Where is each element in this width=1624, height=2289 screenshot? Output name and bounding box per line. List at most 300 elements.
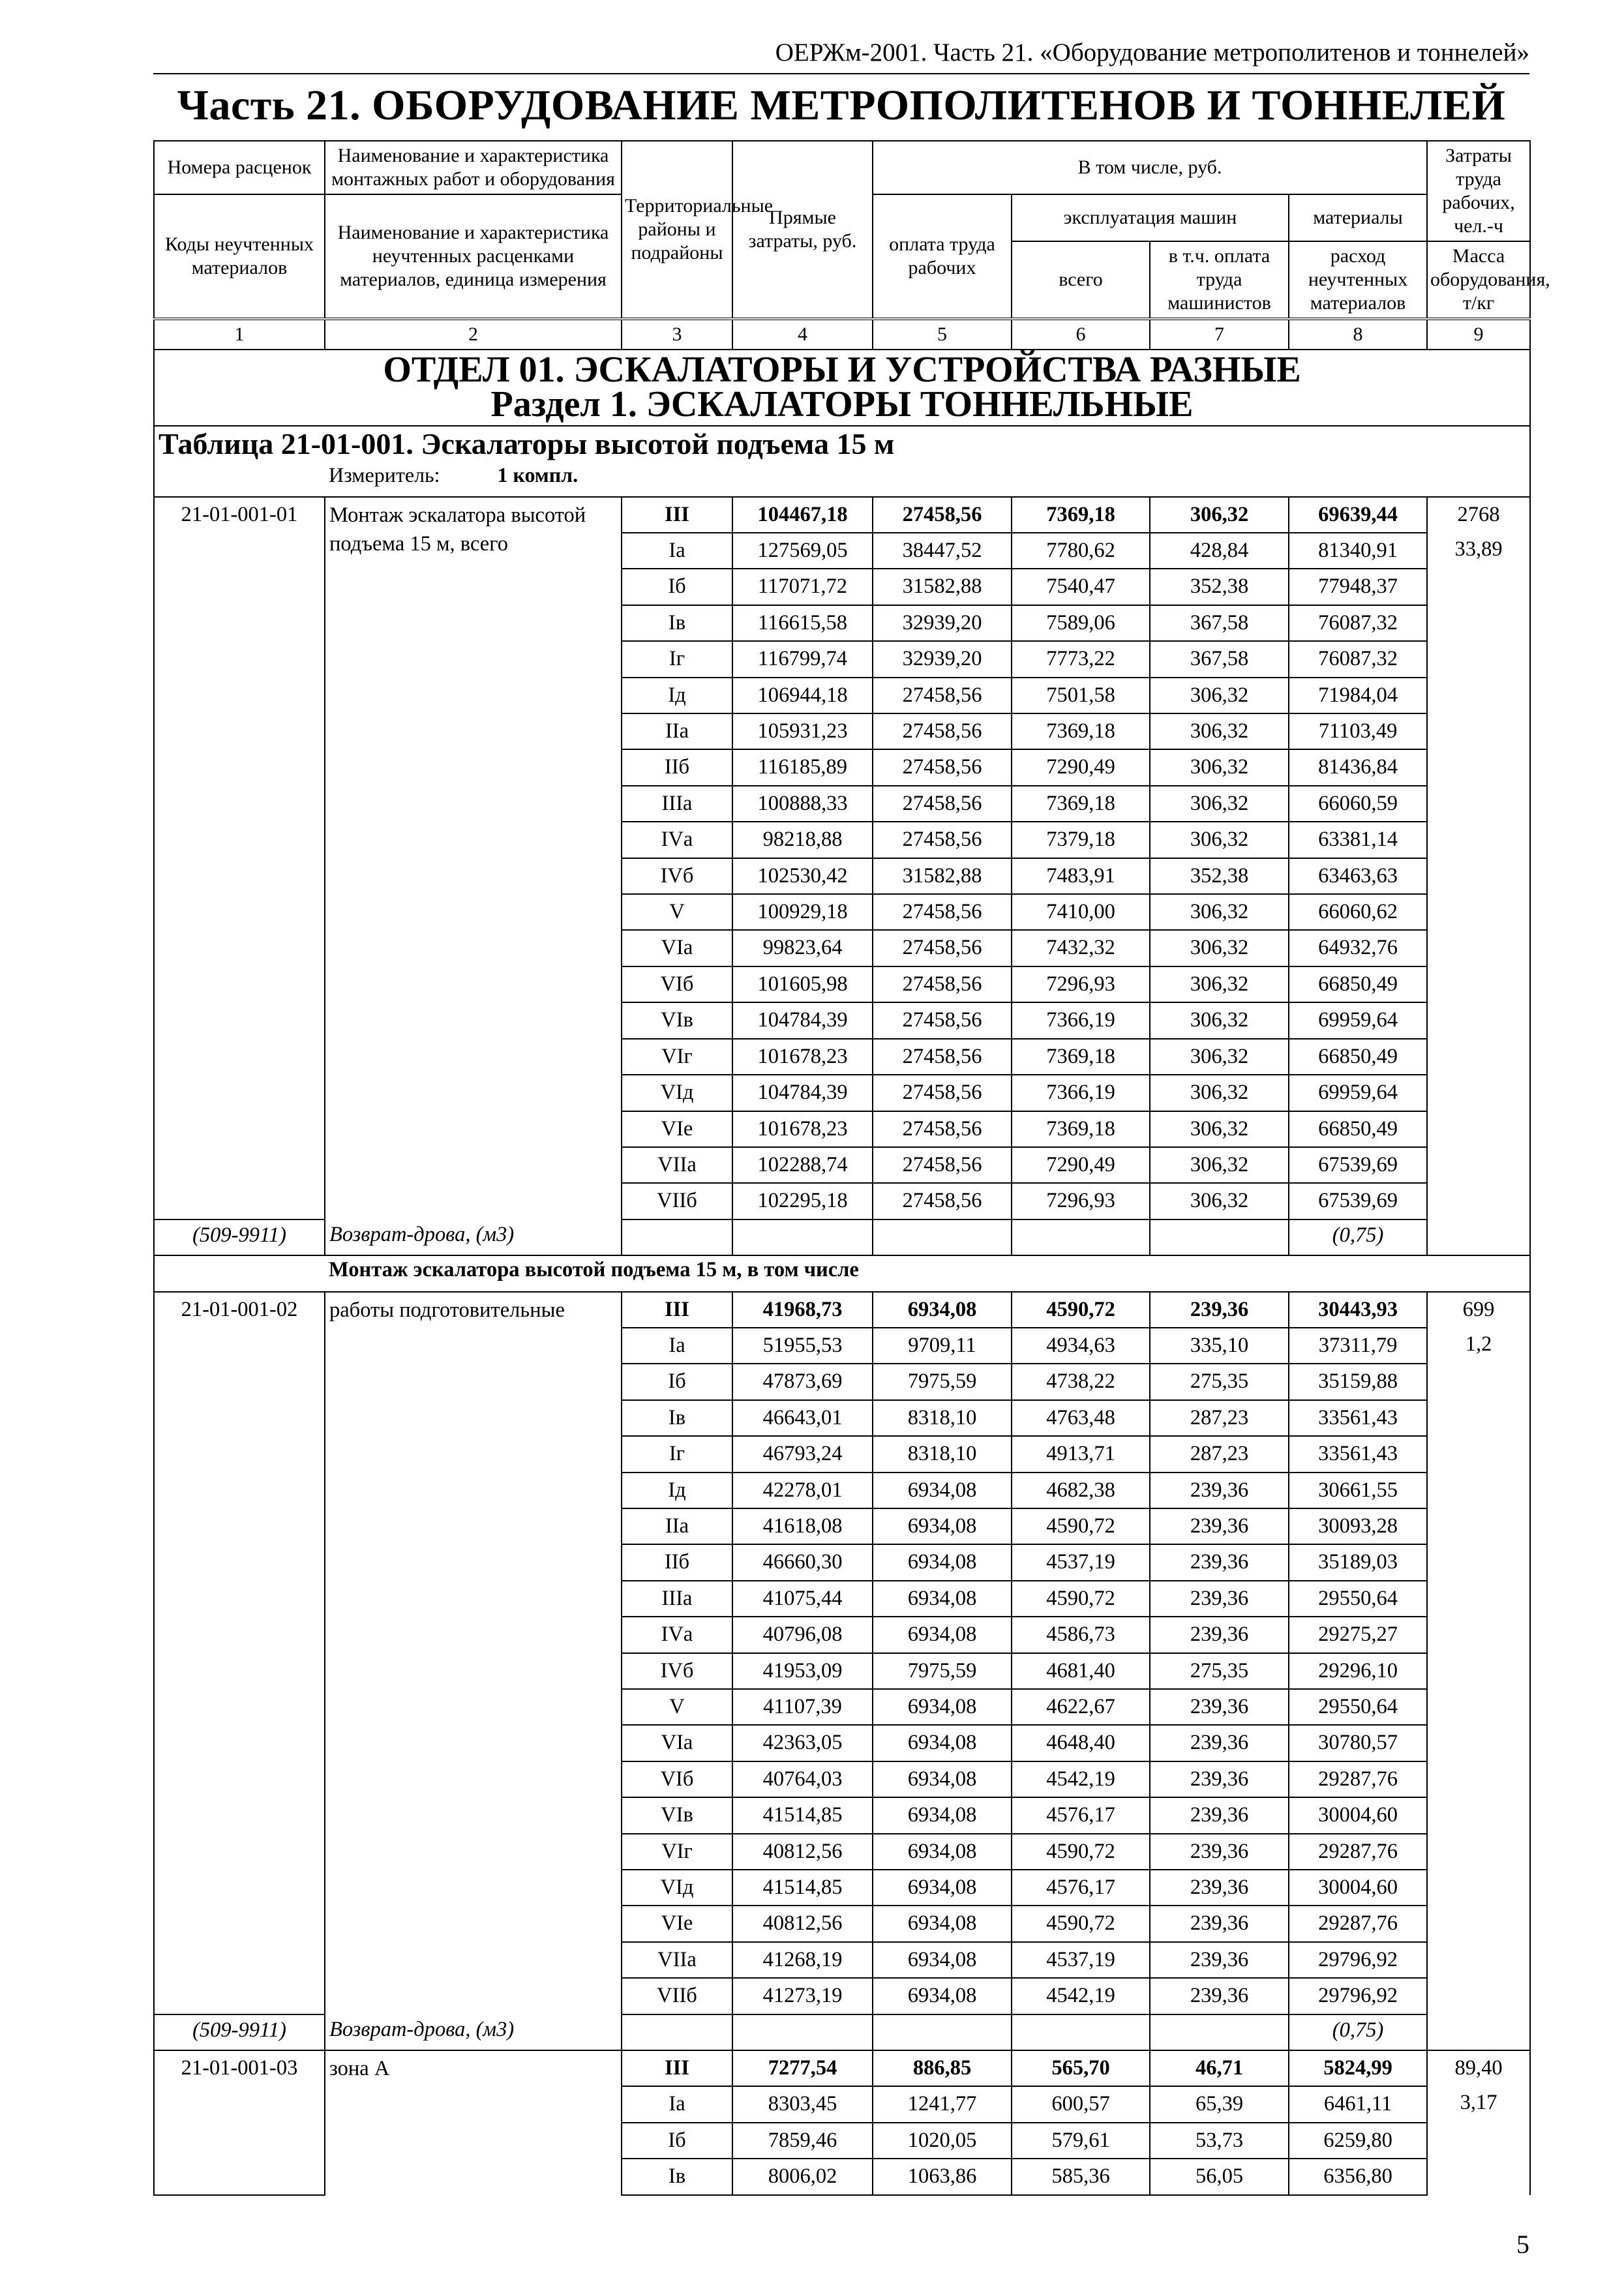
operators-pay-cell: 239,36 — [1150, 1617, 1289, 1653]
materials-cell: 33561,43 — [1289, 1400, 1427, 1436]
machines-total-cell: 7410,00 — [1012, 894, 1150, 930]
workers-pay-cell: 27458,56 — [873, 713, 1012, 749]
materials-cell: 76087,32 — [1289, 605, 1427, 641]
direct-costs-cell: 40812,56 — [732, 1834, 873, 1870]
operators-pay-cell: 56,05 — [1150, 2159, 1289, 2194]
operators-pay-cell: 65,39 — [1150, 2086, 1289, 2122]
workers-pay-cell: 27458,56 — [873, 678, 1012, 713]
direct-costs-cell: 100888,33 — [732, 786, 873, 822]
materials-cell: 37311,79 — [1289, 1328, 1427, 1364]
operators-pay-cell: 306,32 — [1150, 966, 1289, 1002]
workers-pay-cell: 1063,86 — [873, 2159, 1012, 2194]
district-cell: III — [622, 2050, 732, 2086]
materials-cell: 6259,80 — [1289, 2123, 1427, 2159]
workers-pay-cell: 27458,56 — [873, 786, 1012, 822]
direct-costs-cell: 8006,02 — [732, 2159, 873, 2194]
header-labor-costs: Затраты труда рабочих, чел.-ч — [1427, 141, 1530, 241]
direct-costs-cell: 41953,09 — [732, 1653, 873, 1689]
district-cell: IVб — [622, 1653, 732, 1689]
operators-pay-cell: 306,32 — [1150, 749, 1289, 785]
machines-total-cell: 7589,06 — [1012, 605, 1150, 641]
empty-cell — [622, 1219, 732, 1255]
machines-total-cell: 7379,18 — [1012, 822, 1150, 858]
direct-costs-cell: 41107,39 — [732, 1689, 873, 1725]
district-cell: Iв — [622, 605, 732, 641]
materials-cell: 63463,63 — [1289, 858, 1427, 894]
direct-costs-cell: 8303,45 — [732, 2086, 873, 2122]
direct-costs-cell: 7859,46 — [732, 2123, 873, 2159]
operators-pay-cell: 275,35 — [1150, 1364, 1289, 1399]
header-equipment-mass: Масса оборудования, т/кг — [1427, 241, 1530, 319]
district-cell: Iа — [622, 533, 732, 569]
direct-costs-cell: 46643,01 — [732, 1400, 873, 1436]
machines-total-cell: 7296,93 — [1012, 966, 1150, 1002]
operators-pay-cell: 239,36 — [1150, 1761, 1289, 1797]
mass-value: 33,89 — [1454, 537, 1503, 561]
material-row — [154, 2014, 1530, 2050]
machines-total-cell: 4681,40 — [1012, 1653, 1150, 1689]
direct-costs-cell: 47873,69 — [732, 1364, 873, 1399]
column-number: 4 — [732, 319, 873, 350]
operators-pay-cell: 239,36 — [1150, 1978, 1289, 2014]
workers-pay-cell: 27458,56 — [873, 1039, 1012, 1075]
direct-costs-cell: 101678,23 — [732, 1111, 873, 1147]
direct-costs-cell: 106944,18 — [732, 678, 873, 713]
workers-pay-cell: 6934,08 — [873, 1978, 1012, 2014]
header-territorial-districts: Территориальные районы и подрайоны — [622, 141, 732, 319]
materials-cell: 66850,49 — [1289, 1111, 1427, 1147]
materials-cell: 29550,64 — [1289, 1689, 1427, 1725]
meter — [325, 461, 1530, 496]
operators-pay-cell: 306,32 — [1150, 894, 1289, 930]
material-qty: (0,75) — [1289, 2014, 1427, 2050]
operators-pay-cell: 239,36 — [1150, 1473, 1289, 1508]
direct-costs-cell: 116615,58 — [732, 605, 873, 641]
operators-pay-cell: 352,38 — [1150, 569, 1289, 605]
materials-cell: 35159,88 — [1289, 1364, 1427, 1399]
empty-cell — [1012, 2014, 1150, 2050]
materials-cell: 66060,62 — [1289, 894, 1427, 930]
direct-costs-cell: 42278,01 — [732, 1473, 873, 1508]
district-cell: Iб — [622, 569, 732, 605]
meter-label: Измеритель: — [329, 463, 440, 487]
workers-pay-cell: 6934,08 — [873, 1906, 1012, 1941]
direct-costs-cell: 41514,85 — [732, 1797, 873, 1833]
mass-value: 1,2 — [1465, 1332, 1492, 1356]
workers-pay-cell: 1241,77 — [873, 2086, 1012, 2122]
materials-cell: 64932,76 — [1289, 930, 1427, 966]
direct-costs-cell: 100929,18 — [732, 894, 873, 930]
material-name: Возврат-дрова, (м3) — [325, 1219, 622, 1255]
workers-pay-cell: 8318,10 — [873, 1400, 1012, 1436]
header-material-consumption: расход неучтенных материалов — [1289, 241, 1427, 319]
machines-total-cell: 4586,73 — [1012, 1617, 1150, 1653]
machines-total-cell: 7369,18 — [1012, 713, 1150, 749]
workers-pay-cell: 6934,08 — [873, 1581, 1012, 1617]
materials-cell: 6356,80 — [1289, 2159, 1427, 2194]
direct-costs-cell: 41968,73 — [732, 1292, 873, 1328]
empty-cell — [873, 2014, 1012, 2050]
machines-total-cell: 600,57 — [1012, 2086, 1150, 2122]
group-heading-row — [154, 1255, 1530, 1291]
materials-cell: 29550,64 — [1289, 1581, 1427, 1617]
materials-cell: 66850,49 — [1289, 966, 1427, 1002]
machines-total-cell: 4763,48 — [1012, 1400, 1150, 1436]
machines-total-cell: 7501,58 — [1012, 678, 1150, 713]
direct-costs-cell: 40764,03 — [732, 1761, 873, 1797]
materials-cell: 81436,84 — [1289, 749, 1427, 785]
workers-pay-cell: 27458,56 — [873, 497, 1012, 533]
operators-pay-cell: 352,38 — [1150, 858, 1289, 894]
materials-cell: 29275,27 — [1289, 1617, 1427, 1653]
materials-cell: 29796,92 — [1289, 1942, 1427, 1978]
machines-total-cell: 4590,72 — [1012, 1508, 1150, 1544]
column-number: 5 — [873, 319, 1012, 350]
district-cell: VIг — [622, 1834, 732, 1870]
operators-pay-cell: 53,73 — [1150, 2123, 1289, 2159]
district-cell: IIа — [622, 713, 732, 749]
machines-total-cell: 7290,49 — [1012, 749, 1150, 785]
machines-total-cell: 7540,47 — [1012, 569, 1150, 605]
workers-pay-cell: 8318,10 — [873, 1436, 1012, 1472]
workers-pay-cell: 886,85 — [873, 2050, 1012, 2086]
header-material-codes: Коды неучтенных материалов — [154, 194, 325, 319]
workers-pay-cell: 27458,56 — [873, 1002, 1012, 1038]
workers-pay-cell: 7975,59 — [873, 1653, 1012, 1689]
group-heading: Монтаж эскалатора высотой подъема 15 м, в том числе — [325, 1255, 1530, 1291]
direct-costs-cell: 41273,19 — [732, 1978, 873, 2014]
materials-cell: 69639,44 — [1289, 497, 1427, 533]
operators-pay-cell: 287,23 — [1150, 1436, 1289, 1472]
district-cell: VIг — [622, 1039, 732, 1075]
labor-value: 2768 — [1457, 502, 1500, 526]
column-number: 2 — [325, 319, 622, 350]
operators-pay-cell: 367,58 — [1150, 641, 1289, 677]
district-cell: Iд — [622, 1473, 732, 1508]
operators-pay-cell: 239,36 — [1150, 1508, 1289, 1544]
materials-cell: 30004,60 — [1289, 1797, 1427, 1833]
machines-total-cell: 7432,32 — [1012, 930, 1150, 966]
workers-pay-cell: 6934,08 — [873, 1870, 1012, 1906]
workers-pay-cell: 27458,56 — [873, 1075, 1012, 1111]
district-cell: IIIа — [622, 1581, 732, 1617]
direct-costs-cell: 105931,23 — [732, 713, 873, 749]
machines-total-cell: 4590,72 — [1012, 1581, 1150, 1617]
workers-pay-cell: 27458,56 — [873, 894, 1012, 930]
operators-pay-cell: 306,32 — [1150, 930, 1289, 966]
direct-costs-cell: 40812,56 — [732, 1906, 873, 1941]
header-rule — [153, 73, 1529, 74]
machines-total-cell: 7366,19 — [1012, 1002, 1150, 1038]
direct-costs-cell: 104784,39 — [732, 1075, 873, 1111]
district-cell: VIб — [622, 1761, 732, 1797]
district-cell: Iд — [622, 678, 732, 713]
materials-cell: 66060,59 — [1289, 786, 1427, 822]
machines-total-cell: 4648,40 — [1012, 1725, 1150, 1761]
workers-pay-cell: 27458,56 — [873, 749, 1012, 785]
machines-total-cell: 4738,22 — [1012, 1364, 1150, 1399]
operators-pay-cell: 239,36 — [1150, 1544, 1289, 1580]
machines-total-cell: 4913,71 — [1012, 1436, 1150, 1472]
district-cell: V — [622, 1689, 732, 1725]
direct-costs-cell: 116185,89 — [732, 749, 873, 785]
district-cell: VIд — [622, 1870, 732, 1906]
operators-pay-cell: 306,32 — [1150, 713, 1289, 749]
rate-name: Монтаж эскалатора высотой подъема 15 м, всего — [325, 497, 622, 1219]
workers-pay-cell: 6934,08 — [873, 1617, 1012, 1653]
operators-pay-cell: 239,36 — [1150, 1834, 1289, 1870]
material-name: Возврат-дрова, (м3) — [325, 2014, 622, 2050]
direct-costs-cell: 7277,54 — [732, 2050, 873, 2086]
materials-cell: 67539,69 — [1289, 1183, 1427, 1219]
labor-value: 89,40 — [1454, 2056, 1503, 2080]
machines-total-cell: 7483,91 — [1012, 858, 1150, 894]
rate-name: работы подготовительные — [325, 1292, 622, 2014]
materials-cell: 29796,92 — [1289, 1978, 1427, 2014]
workers-pay-cell: 27458,56 — [873, 822, 1012, 858]
machines-total-cell: 7296,93 — [1012, 1183, 1150, 1219]
district-cell: IVа — [622, 1617, 732, 1653]
district-cell: VIв — [622, 1002, 732, 1038]
operators-pay-cell: 239,36 — [1150, 1725, 1289, 1761]
empty-cell — [1012, 1219, 1150, 1255]
direct-costs-cell: 102288,74 — [732, 1147, 873, 1183]
operators-pay-cell: 428,84 — [1150, 533, 1289, 569]
machines-total-cell: 7369,18 — [1012, 786, 1150, 822]
materials-cell: 29296,10 — [1289, 1653, 1427, 1689]
meter-value: 1 компл. — [497, 463, 579, 487]
operators-pay-cell: 239,36 — [1150, 1797, 1289, 1833]
materials-cell: 6461,11 — [1289, 2086, 1427, 2122]
workers-pay-cell: 32939,20 — [873, 605, 1012, 641]
direct-costs-cell: 99823,64 — [732, 930, 873, 966]
district-cell: VIа — [622, 1725, 732, 1761]
rates-table — [153, 140, 1550, 2196]
district-cell: VIв — [622, 1797, 732, 1833]
operators-pay-cell: 306,32 — [1150, 1111, 1289, 1147]
workers-pay-cell: 6934,08 — [873, 1942, 1012, 1978]
materials-cell: 81340,91 — [1289, 533, 1427, 569]
operators-pay-cell: 306,32 — [1150, 822, 1289, 858]
header-materials: материалы — [1289, 194, 1427, 241]
empty-cell — [1150, 2014, 1289, 2050]
operators-pay-cell: 239,36 — [1150, 1942, 1289, 1978]
material-code: (509-9911) — [154, 1219, 325, 1255]
mass-value: 3,17 — [1460, 2091, 1497, 2115]
workers-pay-cell: 6934,08 — [873, 1473, 1012, 1508]
materials-cell: 67539,69 — [1289, 1147, 1427, 1183]
machines-total-cell: 4934,63 — [1012, 1328, 1150, 1364]
materials-cell: 69959,64 — [1289, 1075, 1427, 1111]
district-cell: VIIб — [622, 1978, 732, 2014]
materials-cell: 30443,93 — [1289, 1292, 1427, 1328]
operators-pay-cell: 306,32 — [1150, 1147, 1289, 1183]
operators-pay-cell: 306,32 — [1150, 678, 1289, 713]
machines-total-cell: 4537,19 — [1012, 1942, 1150, 1978]
district-cell: Iв — [622, 1400, 732, 1436]
workers-pay-cell: 7975,59 — [873, 1364, 1012, 1399]
direct-costs-cell: 41075,44 — [732, 1581, 873, 1617]
materials-cell: 33561,43 — [1289, 1436, 1427, 1472]
part-title: Часть 21. ОБОРУДОВАНИЕ МЕТРОПОЛИТЕНОВ И ТОННЕЛЕЙ — [177, 82, 1506, 129]
operators-pay-cell: 287,23 — [1150, 1400, 1289, 1436]
column-number: 1 — [154, 319, 325, 350]
materials-cell: 29287,76 — [1289, 1906, 1427, 1941]
page-number: 5 — [1516, 2230, 1529, 2259]
labor-and-mass — [1427, 497, 1530, 1256]
machines-total-cell: 4542,19 — [1012, 1761, 1150, 1797]
district-cell: III — [622, 497, 732, 533]
material-code: (509-9911) — [154, 2014, 325, 2050]
header-workers-pay: оплата труда рабочих — [873, 194, 1012, 319]
workers-pay-cell: 27458,56 — [873, 966, 1012, 1002]
workers-pay-cell: 31582,88 — [873, 569, 1012, 605]
district-cell: VIд — [622, 1075, 732, 1111]
operators-pay-cell: 367,58 — [1150, 605, 1289, 641]
operators-pay-cell: 239,36 — [1150, 1581, 1289, 1617]
machines-total-cell: 4590,72 — [1012, 1292, 1150, 1328]
machines-total-cell: 4576,17 — [1012, 1797, 1150, 1833]
district-cell: VIе — [622, 1906, 732, 1941]
operators-pay-cell: 46,71 — [1150, 2050, 1289, 2086]
table-title: Таблица 21-01-001. Эскалаторы высотой подъема 15 м — [154, 426, 1530, 461]
materials-cell: 30661,55 — [1289, 1473, 1427, 1508]
district-cell: Iа — [622, 2086, 732, 2122]
group-heading-spacer — [154, 1255, 325, 1291]
materials-cell: 35189,03 — [1289, 1544, 1427, 1580]
header-rate-numbers: Номера расценок — [154, 141, 325, 194]
rate-row — [154, 497, 1530, 533]
district-cell: V — [622, 894, 732, 930]
direct-costs-cell: 40796,08 — [732, 1617, 873, 1653]
rate-code: 21-01-001-03 — [154, 2050, 325, 2195]
rate-name: зона А — [325, 2050, 622, 2195]
running-head: ОЕРЖм-2001. Часть 21. «Оборудование метрополитенов и тоннелей» — [775, 38, 1529, 67]
header-including: В том числе, руб. — [873, 141, 1427, 194]
materials-cell: 77948,37 — [1289, 569, 1427, 605]
operators-pay-cell: 239,36 — [1150, 1689, 1289, 1725]
machines-total-cell: 7369,18 — [1012, 497, 1150, 533]
workers-pay-cell: 6934,08 — [873, 1508, 1012, 1544]
workers-pay-cell: 6934,08 — [873, 1725, 1012, 1761]
workers-pay-cell: 31582,88 — [873, 858, 1012, 894]
column-number: 6 — [1012, 319, 1150, 350]
operators-pay-cell: 306,32 — [1150, 497, 1289, 533]
machines-total-cell: 7780,62 — [1012, 533, 1150, 569]
district-cell: Iа — [622, 1328, 732, 1364]
empty-cell — [732, 1219, 873, 1255]
rate-code: 21-01-001-02 — [154, 1292, 325, 2014]
rate-row — [154, 1292, 1530, 1328]
direct-costs-cell: 127569,05 — [732, 533, 873, 569]
materials-cell: 30780,57 — [1289, 1725, 1427, 1761]
district-cell: Iб — [622, 2123, 732, 2159]
material-qty: (0,75) — [1289, 1219, 1427, 1255]
direct-costs-cell: 117071,72 — [732, 569, 873, 605]
machines-total-cell: 7366,19 — [1012, 1075, 1150, 1111]
machines-total-cell: 579,61 — [1012, 2123, 1150, 2159]
district-cell: VIIа — [622, 1147, 732, 1183]
direct-costs-cell: 104784,39 — [732, 1002, 873, 1038]
district-cell: IIа — [622, 1508, 732, 1544]
column-number: 8 — [1289, 319, 1427, 350]
operators-pay-cell: 275,35 — [1150, 1653, 1289, 1689]
labor-and-mass — [1427, 2050, 1530, 2195]
direct-costs-cell: 104467,18 — [732, 497, 873, 533]
header-direct-costs: Прямые затраты, руб. — [732, 141, 873, 319]
workers-pay-cell: 1020,05 — [873, 2123, 1012, 2159]
empty-cell — [732, 2014, 873, 2050]
empty-cell — [1150, 1219, 1289, 1255]
workers-pay-cell: 9709,11 — [873, 1328, 1012, 1364]
workers-pay-cell: 6934,08 — [873, 1761, 1012, 1797]
direct-costs-cell: 98218,88 — [732, 822, 873, 858]
district-cell: Iб — [622, 1364, 732, 1399]
direct-costs-cell: 101678,23 — [732, 1039, 873, 1075]
direct-costs-cell: 42363,05 — [732, 1725, 873, 1761]
direct-costs-cell: 41268,19 — [732, 1942, 873, 1978]
empty-cell — [873, 1219, 1012, 1255]
labor-and-mass — [1427, 1292, 1530, 2051]
direct-costs-cell: 46793,24 — [732, 1436, 873, 1472]
materials-cell: 29287,76 — [1289, 1834, 1427, 1870]
direct-costs-cell: 51955,53 — [732, 1328, 873, 1364]
district-cell: IIб — [622, 1544, 732, 1580]
operators-pay-cell: 306,32 — [1150, 1183, 1289, 1219]
machines-total-cell: 565,70 — [1012, 2050, 1150, 2086]
material-row — [154, 1219, 1530, 1255]
materials-cell: 71984,04 — [1289, 678, 1427, 713]
operators-pay-cell: 239,36 — [1150, 1906, 1289, 1941]
materials-cell: 71103,49 — [1289, 713, 1427, 749]
district-cell: IIIа — [622, 786, 732, 822]
machines-total-cell: 4537,19 — [1012, 1544, 1150, 1580]
rate-row — [154, 2050, 1530, 2086]
machines-total-cell: 4542,19 — [1012, 1978, 1150, 2014]
department-title: ОТДЕЛ 01. ЭСКАЛАТОРЫ И УСТРОЙСТВА РАЗНЫЕ — [154, 350, 1530, 387]
empty-cell — [622, 2014, 732, 2050]
materials-cell: 66850,49 — [1289, 1039, 1427, 1075]
workers-pay-cell: 27458,56 — [873, 1147, 1012, 1183]
machines-total-cell: 7369,18 — [1012, 1039, 1150, 1075]
machines-total-cell: 7773,22 — [1012, 641, 1150, 677]
workers-pay-cell: 38447,52 — [873, 533, 1012, 569]
section-title: Раздел 1. ЭСКАЛАТОРЫ ТОННЕЛЬНЫЕ — [154, 387, 1530, 425]
operators-pay-cell: 306,32 — [1150, 786, 1289, 822]
header-work-name: Наименование и характеристика монтажных работ и оборудования — [325, 141, 622, 194]
workers-pay-cell: 6934,08 — [873, 1834, 1012, 1870]
machines-total-cell: 4622,67 — [1012, 1689, 1150, 1725]
column-number: 3 — [622, 319, 732, 350]
operators-pay-cell: 306,32 — [1150, 1075, 1289, 1111]
direct-costs-cell: 102295,18 — [732, 1183, 873, 1219]
header-machines-total: всего — [1012, 241, 1150, 319]
operators-pay-cell: 239,36 — [1150, 1870, 1289, 1906]
machines-total-cell: 585,36 — [1012, 2159, 1150, 2194]
machines-total-cell: 4576,17 — [1012, 1870, 1150, 1906]
district-cell: Iв — [622, 2159, 732, 2194]
district-cell: VIIб — [622, 1183, 732, 1219]
workers-pay-cell: 6934,08 — [873, 1292, 1012, 1328]
district-cell: VIа — [622, 930, 732, 966]
labor-value: 699 — [1462, 1297, 1495, 1321]
materials-cell: 69959,64 — [1289, 1002, 1427, 1038]
operators-pay-cell: 335,10 — [1150, 1328, 1289, 1364]
rate-code: 21-01-001-01 — [154, 497, 325, 1219]
district-cell: Iг — [622, 1436, 732, 1472]
materials-cell: 30093,28 — [1289, 1508, 1427, 1544]
machines-total-cell: 7369,18 — [1012, 1111, 1150, 1147]
